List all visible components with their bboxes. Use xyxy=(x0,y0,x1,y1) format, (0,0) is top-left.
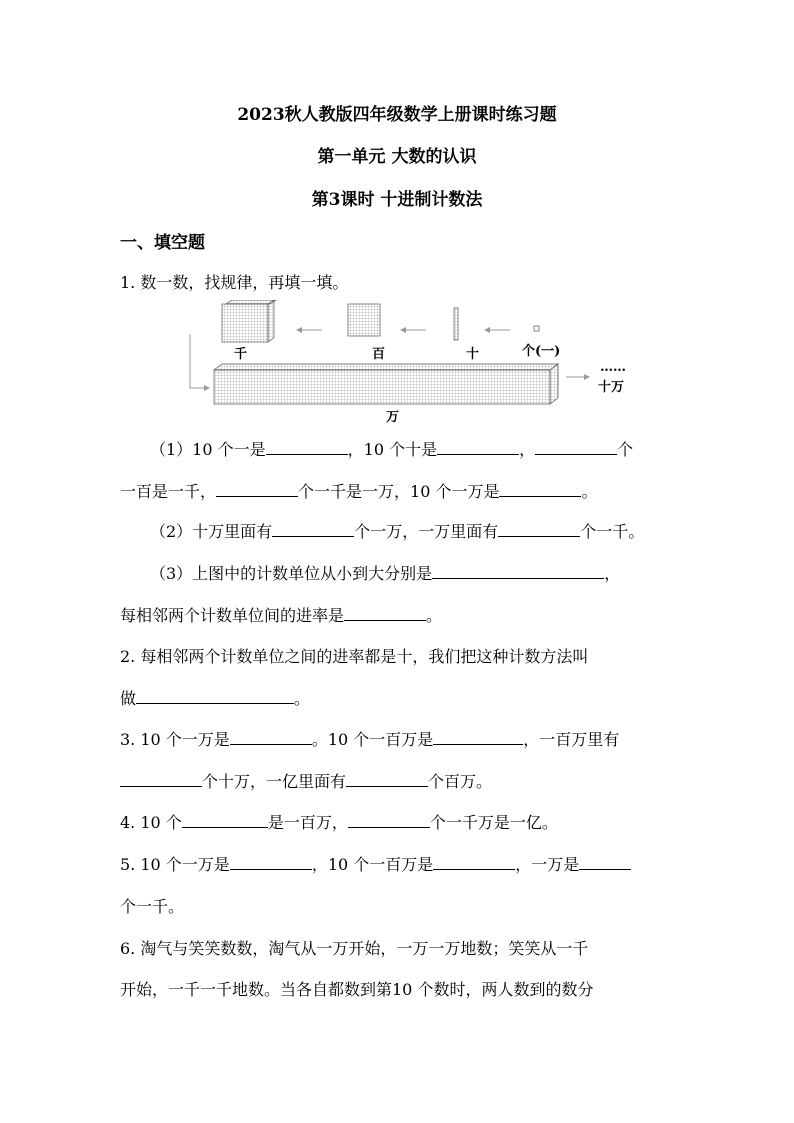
q5-text-a: 5. 10 个一万是 xyxy=(120,855,230,874)
q1-part1-text-g: 。 xyxy=(581,482,598,501)
q3-text-b: 。10 个一百万是 xyxy=(311,730,434,749)
label-shi: 十 xyxy=(466,347,480,362)
q1-part1-text-c: ， xyxy=(519,440,536,459)
q1-part1-text-d: 个 xyxy=(617,440,634,459)
answer-blank[interactable] xyxy=(433,854,515,870)
question-3-line2 xyxy=(120,769,492,792)
q1-part1-line2 xyxy=(120,479,597,502)
answer-blank[interactable] xyxy=(498,521,580,537)
thousand-cube-icon xyxy=(222,300,276,342)
label-dots: …… xyxy=(600,360,626,375)
ten-rod-icon xyxy=(454,308,458,340)
q1-part2-text-c: 个一千。 xyxy=(580,522,645,541)
q4-text-c: 个一千万是一亿。 xyxy=(429,813,558,832)
q2-text-b: 做 xyxy=(120,689,137,708)
answer-blank[interactable] xyxy=(348,812,430,828)
unit-title: 第一单元 大数的认识 xyxy=(317,147,477,167)
section-heading: 一、填空题 xyxy=(120,233,205,253)
q1-part3-text-c: 每相邻两个计数单位间的进率是 xyxy=(120,606,345,625)
q1-part2-text-b: 个一万，一万里面有 xyxy=(354,522,499,541)
answer-blank[interactable] xyxy=(535,439,617,455)
q3-text-e: 个百万。 xyxy=(428,772,493,791)
answer-blank[interactable] xyxy=(346,771,428,787)
answer-blank[interactable] xyxy=(182,812,268,828)
answer-blank[interactable] xyxy=(136,688,294,704)
question-6-line2: 开始，一千一千地数。当各自都数到第10 个数时，两人数到的数分 xyxy=(120,980,594,999)
answer-blank[interactable] xyxy=(230,729,312,745)
one-cube-icon xyxy=(534,326,539,331)
q1-part3-text-b: ， xyxy=(604,564,621,583)
label-bai: 百 xyxy=(372,347,386,362)
q1-part2-line xyxy=(150,519,644,542)
q3-text-d: 个十万，一亿里面有 xyxy=(202,772,347,791)
ten-thousand-block-icon xyxy=(214,364,558,404)
answer-blank[interactable] xyxy=(272,521,354,537)
answer-blank[interactable] xyxy=(437,439,519,455)
question-5-line2: 个一千。 xyxy=(120,897,185,916)
answer-blank[interactable] xyxy=(499,481,581,497)
question-3-line1 xyxy=(120,727,619,750)
answer-blank[interactable] xyxy=(344,605,426,621)
q3-text-a: 3. 10 个一万是 xyxy=(120,730,230,749)
q1-part1-text-b: ，10 个十是 xyxy=(347,440,438,459)
answer-blank[interactable] xyxy=(120,771,202,787)
answer-blank[interactable] xyxy=(579,854,631,870)
question-2-line2 xyxy=(120,686,310,709)
question-5-line1 xyxy=(120,852,631,875)
place-value-figure xyxy=(170,300,650,425)
answer-blank[interactable] xyxy=(216,481,298,497)
q1-part3-text-d: 。 xyxy=(426,606,443,625)
q5-text-c: ，一万是 xyxy=(515,855,580,874)
q4-text-b: 是一百万， xyxy=(267,813,348,832)
label-ge: 个(一) xyxy=(522,344,561,359)
answer-blank[interactable] xyxy=(432,563,604,579)
answer-blank[interactable] xyxy=(230,854,312,870)
q1-part1-line1 xyxy=(150,437,633,460)
q1-part2-text-a: （2）十万里面有 xyxy=(150,522,273,541)
q5-text-b: ，10 个一百万是 xyxy=(311,855,434,874)
page-title: 2023秋人教版四年级数学上册课时练习题 xyxy=(237,105,557,125)
label-wan: 万 xyxy=(386,410,400,425)
answer-blank[interactable] xyxy=(433,729,523,745)
question-2-line1: 2. 每相邻两个计数单位之间的进率都是十，我们把这种计数方法叫 xyxy=(120,647,589,666)
label-shiwan: 十万 xyxy=(598,380,625,395)
q1-part1-text-e: 一百是一千， xyxy=(120,482,217,501)
question-4-line xyxy=(120,810,558,833)
question-1-text: 1. 数一数，找规律，再填一填。 xyxy=(120,273,349,292)
question-6-line1: 6. 淘气与笑笑数数，淘气从一万开始，一万一万地数；笑笑从一千 xyxy=(120,939,589,958)
q3-text-c: ，一百万里有 xyxy=(523,730,620,749)
label-qian: 千 xyxy=(234,347,248,362)
q1-part3-line1 xyxy=(150,561,620,584)
q4-text-a: 4. 10 个 xyxy=(120,813,182,832)
hundred-square-icon xyxy=(348,304,380,336)
answer-blank[interactable] xyxy=(266,439,348,455)
lesson-title: 第3课时 十进制计数法 xyxy=(311,190,483,210)
q1-part1-text-a: （1）10 个一是 xyxy=(150,440,266,459)
q1-part1-text-f: 个一千是一万，10 个一万是 xyxy=(298,482,500,501)
q1-part3-text-a: （3）上图中的计数单位从小到大分别是 xyxy=(150,564,433,583)
q2-text-c: 。 xyxy=(294,689,311,708)
q1-part3-line2 xyxy=(120,603,442,626)
